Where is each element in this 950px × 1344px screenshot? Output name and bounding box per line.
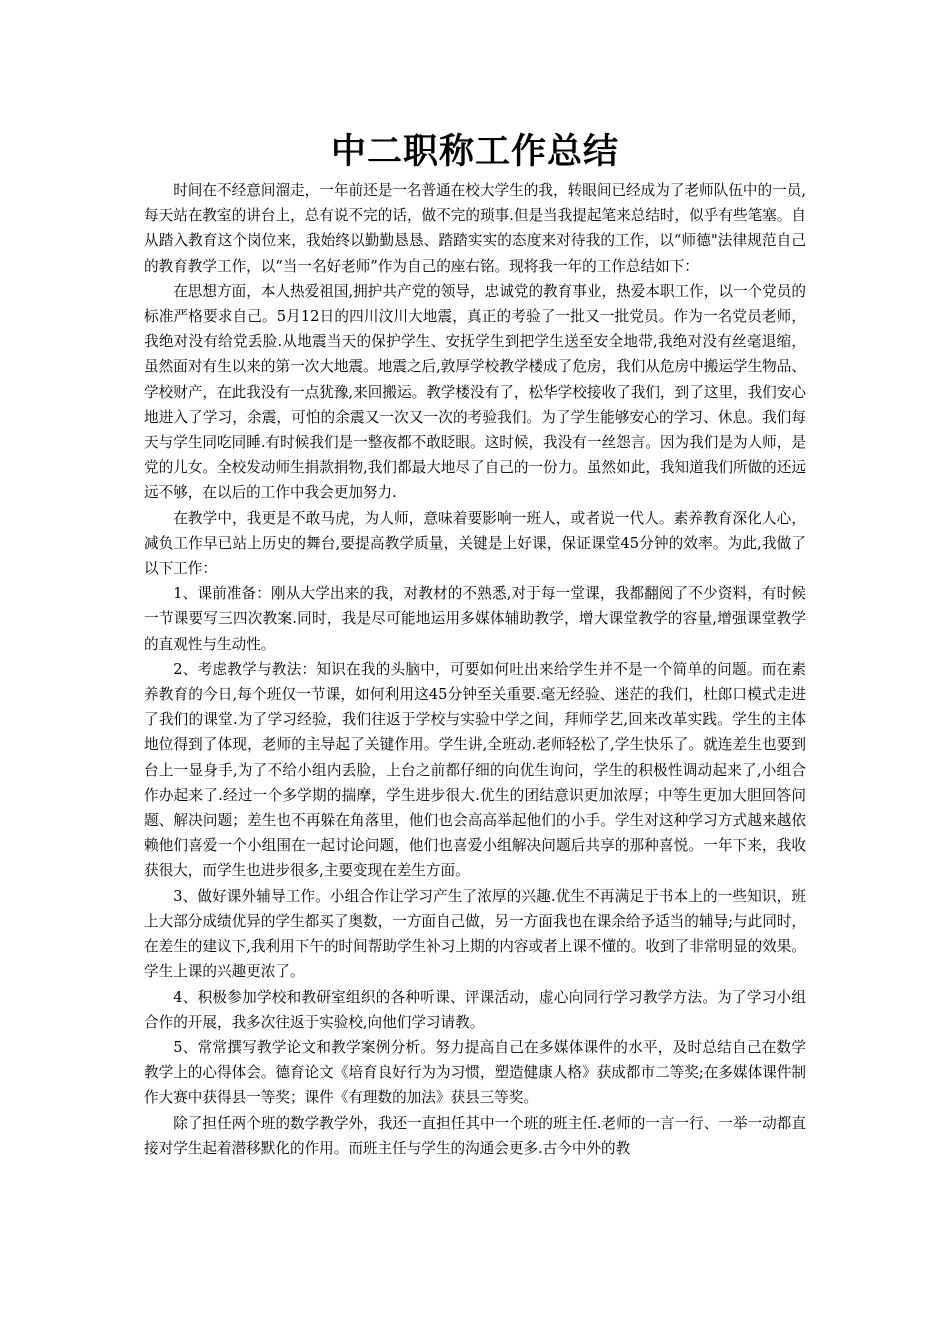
paragraph-item-2: 2、考虑教学与教法：知识在我的头脑中，可要如何吐出来给学生并不是一个简单的问题。而在素养教育的今日,每个班仅一节课，如何利用这45分钟至关重要.毫无经验、迷茫的我们，杜郎口模式走进了我们的课堂.为了学习经验，我们往返于学校与实验中学之间，拜师学艺,回来改革实践。学生的主体地位得到了体现，老师的主导起了关键作用。学生讲,全班动.老师轻松了,学生快乐了。就连差生也要到台上一显身手,为了不给小组内丢脸，上台之前都仔细的向优生询问，学生的积极性调动起来了,小组合作办起来了.经过一个多学期的揣摩，学生进步很大.优生的团结意识更加浓厚；中等生更加大胆回答问题、解决问题；差生也不再躲在角落里，他们也会高高举起他们的小手。学生对这种学习方式越来越依赖他们喜爱一个小组围在一起讨论问题，他们也喜爱小组解决问题后共享的那种喜悦。一年下来，我收获很大，而学生也进步很多,主要变现在差生方面。 <box>144 660 806 880</box>
document-title: 中二职称工作总结 <box>330 131 619 172</box>
paragraph-item-1: 1、课前准备：刚从大学出来的我，对教材的不熟悉,对于每一堂课，我都翻阅了不少资料，有时候一节课要写三四次教案.同时，我是尽可能地运用多媒体辅助教学，增大课堂教学的容量,增强课堂教学的直观性与生动性。 <box>144 585 806 653</box>
paragraph-intro: 时间在不经意间溜走，一年前还是一名普通在校大学生的我，转眼间已经成为了老师队伍中的一员,每天站在教室的讲台上，总有说不完的话，做不完的琐事.但是当我提起笔来总结时，似乎有些笔塞。自从踏入教育这个岗位来，我始终以勤勤恳恳、踏踏实实的态度来对待我的工作，以“师德"法律规范自己的教育教学工作，以“当一名好老师”作为自己的座右铭。现将我一年的工作总结如下： <box>144 182 806 275</box>
paragraph-item-5: 5、常常撰写教学论文和教学案例分析。努力提高自己在多媒体课件的水平，及时总结自己在数学教学上的心得体会。德育论文《培育良好行为为习惯，塑造健康人格》获成都市二等奖;在多媒体课件制作大赛中获得县一等奖；课件《有理数的加法》获县三等奖。 <box>144 1038 806 1107</box>
paragraph-class-teacher: 除了担任两个班的数学教学外，我还一直担任其中一个班的班主任.老师的一言一行、一举一动都直接对学生起着潜移默化的作用。而班主任与学生的沟通会更多.古今中外的教 <box>144 1114 806 1157</box>
paragraph-teaching: 在教学中，我更是不敢马虎，为人师，意味着要影响一班人，或者说一代人。素养教育深化人心，减负工作早已站上历史的舞台,要提高教学质量，关键是上好课，保证课堂45分钟的效率。为此,我做了以下工作： <box>144 509 806 578</box>
paragraph-item-4: 4、积极参加学校和教研室组织的各种听课、评课活动，虚心向同行学习教学方法。为了学习小组合作的开展，我多次往返于实验校,向他们学习请教。 <box>144 988 806 1031</box>
document-page <box>144 126 806 1161</box>
paragraph-ideology: 在思想方面，本人热爱祖国,拥护共产党的领导，忠诚党的教育事业，热爱本职工作，以一个党员的标准严格要求自己。5月12日的四川汶川大地震，真正的考验了一批又一批党员。作为一名党员老师，我绝对没有给党丢脸.从地震当天的保护学生、安抚学生到把学生送至安全地带,我绝对没有丝毫退缩，虽然面对有生以来的第一次大地震。地震之后,敦厚学校教学楼成了危房，我们从危房中搬运学生物品、学校财产，在此我没有一点犹豫,来回搬运。教学楼没有了，松华学校接收了我们，到了这里，我们安心地进入了学习，余震，可怕的余震又一次又一次的考验我们。为了学生能够安心的学习、休息。我们每天与学生同吃同睡.有时候我们是一整夜都不敢眨眼。这时候，我没有一丝怨言。因为我们是为人师，是党的儿女。全校发动师生捐款捐物,我们都最大地尽了自己的一份力。虽然如此，我知道我们所做的还远远不够，在以后的工作中我会更加努力. <box>144 282 806 502</box>
paragraph-item-3: 3、做好课外辅导工作。小组合作让学习产生了浓厚的兴趣.优生不再满足于书本上的一些知识，班上大部分成绩优异的学生都买了奥数，一方面自己做，另一方面我也在课余给予适当的辅导;与此同时，在差生的建议下,我利用下午的时间帮助学生补习上期的内容或者上课不懂的。收到了非常明显的效果。学生上课的兴趣更浓了。 <box>144 887 806 981</box>
